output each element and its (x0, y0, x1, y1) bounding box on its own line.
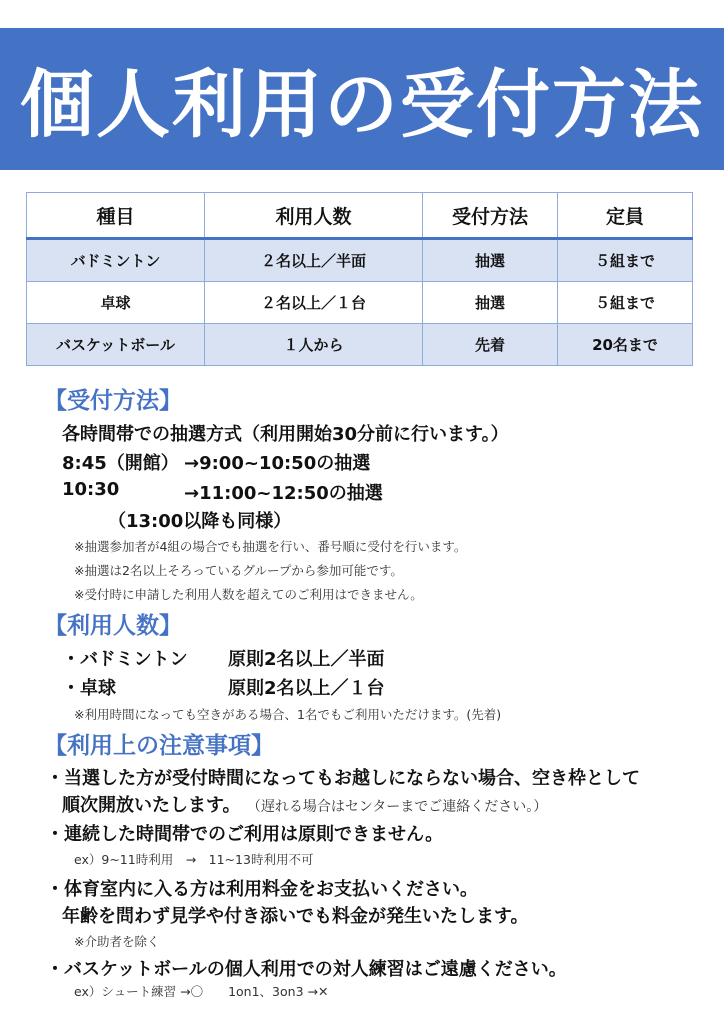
people-rule: 原則2名以上／半面 (228, 649, 385, 670)
reception-slot: →11:00~12:50の抽選 (184, 483, 383, 504)
table-cell: 抽選 (423, 282, 558, 324)
reception-note: ※受付時に申請した利用人数を超えてのご利用はできません。 (74, 587, 423, 602)
reception-heading: 【受付方法】 (44, 388, 182, 414)
reception-note: ※抽選は2名以上そろっているグループから参加可能です。 (74, 563, 403, 578)
title-banner (0, 28, 724, 170)
header-cell: 受付方法 (423, 193, 558, 239)
caution-item: ・連続した時間帯でのご利用は原則できません。 (46, 824, 444, 845)
reception-line: （13:00以降も同様） (108, 511, 292, 532)
table-cell: 先着 (423, 324, 558, 366)
table-row (27, 324, 693, 366)
caution-text: 順次開放いたします。 (62, 795, 241, 816)
people-heading: 【利用人数】 (44, 613, 182, 639)
table-header-row (27, 193, 693, 239)
caution-item: ・体育室内に入る方は利用料金をお支払いください。 (46, 879, 478, 900)
header-cell: 種目 (27, 193, 205, 239)
people-rule: 原則2名以上／１台 (228, 678, 385, 699)
table-cell: バドミントン (27, 239, 205, 282)
table-cell: 20名まで (558, 324, 693, 366)
caution-example: ex）9~11時利用 → 11~13時利用不可 (74, 852, 314, 867)
reception-time: 8:45（開館） (62, 453, 179, 474)
table-row (27, 239, 693, 282)
caution-item (62, 791, 547, 817)
header-cell: 定員 (558, 193, 693, 239)
people-sport: ・卓球 (62, 678, 116, 699)
sports-table (26, 192, 693, 366)
caution-example: ex）シュート練習 →〇 1on1、3on3 →✕ (74, 984, 329, 999)
cautions-heading: 【利用上の注意事項】 (44, 733, 274, 759)
page-title: 個人利用の受付方法 (20, 62, 704, 148)
reception-line: 各時間帯での抽選方式（利用開始30分前に行います。） (62, 424, 509, 445)
people-note: ※利用時間になっても空きがある場合、1名でもご利用いただけます。(先着) (74, 707, 502, 722)
table-cell: 卓球 (27, 282, 205, 324)
caution-item: ・バスケットボールの個人利用での対人練習はご遠慮ください。 (46, 959, 567, 980)
caution-item: ・当選した方が受付時間になってもお越しにならない場合、空き枠として (46, 768, 640, 789)
reception-slot: →9:00~10:50の抽選 (184, 453, 371, 474)
table-cell: １人から (205, 324, 423, 366)
reception-time: 10:30 (62, 479, 120, 500)
table-cell: 抽選 (423, 239, 558, 282)
table-row (27, 282, 693, 324)
reception-note: ※抽選参加者が4組の場合でも抽選を行い、番号順に受付を行います。 (74, 539, 467, 554)
caution-item: 年齢を問わず見学や付き添いでも料金が発生いたします。 (62, 906, 529, 927)
people-sport: ・バドミントン (62, 649, 188, 670)
table-cell: ５組まで (558, 282, 693, 324)
caution-note: ※介助者を除く (74, 934, 160, 949)
table-cell: バスケットボール (27, 324, 205, 366)
table-cell: ５組まで (558, 239, 693, 282)
table-cell: ２名以上／１台 (205, 282, 423, 324)
caution-subnote: （遅れる場合はセンターまでご連絡ください。） (246, 799, 548, 815)
table-cell: ２名以上／半面 (205, 239, 423, 282)
header-cell: 利用人数 (205, 193, 423, 239)
